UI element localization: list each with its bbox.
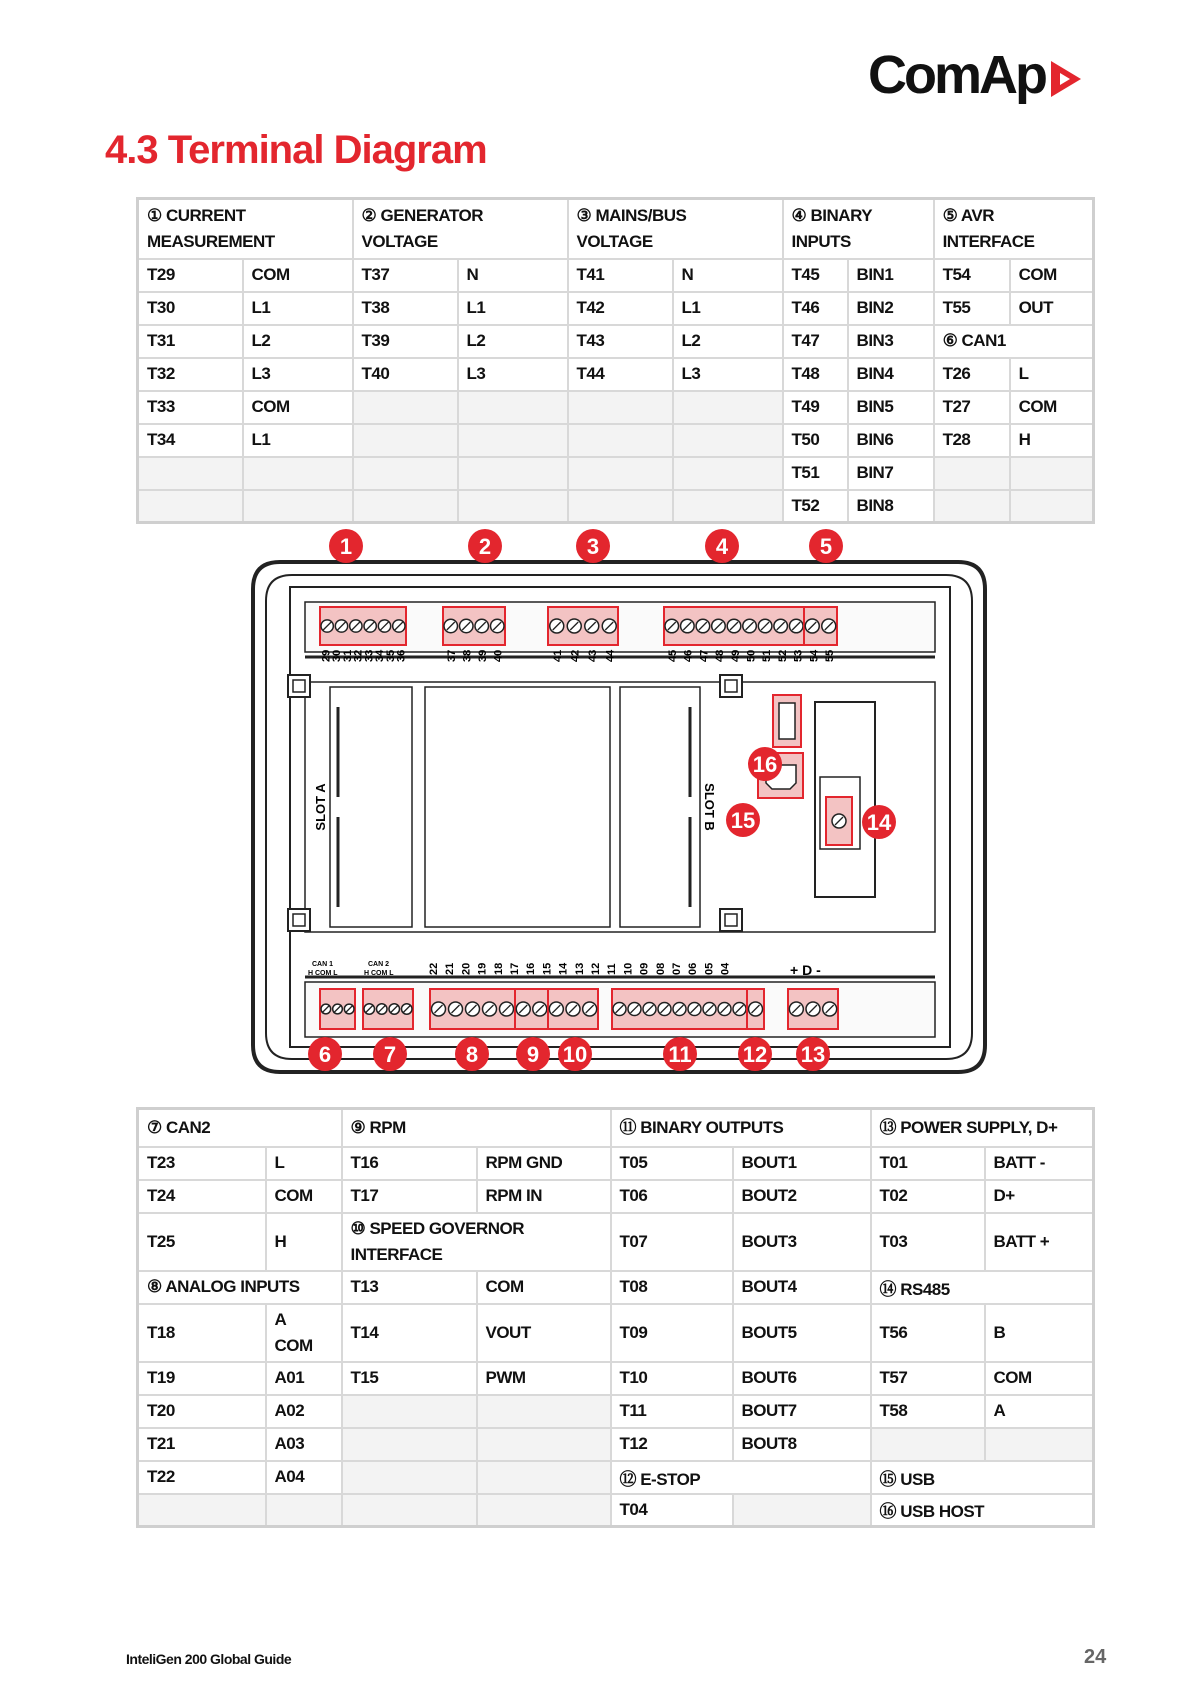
terminal-signal: L bbox=[266, 1147, 342, 1180]
section-header-line: VOLTAGE bbox=[361, 231, 438, 251]
terminal-number: 29 bbox=[320, 649, 333, 662]
terminal-signal: COM bbox=[243, 391, 353, 424]
terminal-id: T27 bbox=[934, 391, 1010, 424]
brand-arrow-icon bbox=[1049, 59, 1083, 99]
section-header bbox=[568, 199, 783, 259]
terminal-number: 46 bbox=[682, 649, 695, 662]
terminal-signal bbox=[477, 1428, 611, 1461]
section-header: ⑪ BINARY OUTPUTS bbox=[611, 1109, 871, 1147]
terminal-number: 48 bbox=[714, 649, 727, 662]
power-label: + D - bbox=[790, 962, 821, 978]
section-header-line: ② GENERATOR bbox=[361, 205, 484, 225]
section-header-line: ① CURRENT bbox=[147, 205, 246, 225]
top-terminal-table bbox=[136, 197, 1095, 524]
terminal-id: T31 bbox=[138, 325, 243, 358]
terminal-signal: BIN7 bbox=[848, 457, 934, 490]
section-header: ⑫ E-STOP bbox=[611, 1461, 871, 1494]
terminal-signal: OUT bbox=[1010, 292, 1094, 325]
terminal-id: T37 bbox=[353, 259, 458, 292]
callout-number: 10 bbox=[562, 1042, 588, 1067]
terminal-signal bbox=[243, 457, 353, 490]
terminal-id: T12 bbox=[611, 1428, 733, 1461]
terminal-number: 12 bbox=[590, 962, 602, 975]
terminal-signal: L2 bbox=[458, 325, 568, 358]
can-pin-label: H COM L bbox=[364, 970, 394, 977]
terminal-signal: BOUT3 bbox=[733, 1213, 871, 1271]
terminal-id: T49 bbox=[783, 391, 848, 424]
section-header-line: ③ MAINS/BUS bbox=[576, 205, 687, 225]
terminal-id: T56 bbox=[871, 1304, 985, 1362]
section-header: ⑦ CAN2 bbox=[138, 1109, 342, 1147]
terminal-number: 45 bbox=[666, 649, 679, 662]
terminal-signal bbox=[477, 1461, 611, 1494]
terminal-id bbox=[342, 1428, 477, 1461]
terminal-id: T34 bbox=[138, 424, 243, 457]
terminal-number: 20 bbox=[460, 962, 473, 975]
section-header-line: ⑤ AVR bbox=[942, 205, 995, 225]
callout-number: 16 bbox=[752, 752, 778, 777]
slot-b-label: SLOT B bbox=[702, 783, 717, 831]
terminal-signal: L bbox=[1010, 358, 1094, 391]
terminal-number: 43 bbox=[586, 649, 599, 662]
terminal-signal: L3 bbox=[458, 358, 568, 391]
terminal-number: 54 bbox=[808, 649, 821, 662]
terminal-id: T57 bbox=[871, 1362, 985, 1395]
terminal-id: T54 bbox=[934, 259, 1010, 292]
terminal-id: T05 bbox=[611, 1147, 733, 1180]
terminal-signal bbox=[673, 490, 783, 523]
terminal-number: 07 bbox=[671, 962, 683, 975]
section-header: ⑯ USB HOST bbox=[871, 1494, 1094, 1527]
terminal-id: T04 bbox=[611, 1494, 733, 1527]
terminal-signal: A03 bbox=[266, 1428, 342, 1461]
terminal-signal: L1 bbox=[243, 292, 353, 325]
terminal-id: T13 bbox=[342, 1271, 477, 1304]
terminal-id: T09 bbox=[611, 1304, 733, 1362]
terminal-id: T42 bbox=[568, 292, 673, 325]
bottom-terminal-table bbox=[136, 1107, 1095, 1528]
terminal-id: T10 bbox=[611, 1362, 733, 1395]
terminal-id bbox=[934, 457, 1010, 490]
terminal-number: 36 bbox=[395, 649, 408, 662]
terminal-signal bbox=[477, 1395, 611, 1428]
terminal-id: T16 bbox=[342, 1147, 477, 1180]
terminal-signal: COM bbox=[243, 259, 353, 292]
terminal-signal: H bbox=[1010, 424, 1094, 457]
terminal-number: 47 bbox=[698, 649, 711, 662]
table-row bbox=[138, 259, 1094, 292]
section-header bbox=[783, 199, 934, 259]
terminal-signal: BIN1 bbox=[848, 259, 934, 292]
terminal-signal: BOUT8 bbox=[733, 1428, 871, 1461]
table-row bbox=[138, 1271, 1094, 1304]
terminal-signal: COM bbox=[1010, 391, 1094, 424]
terminal-signal bbox=[243, 490, 353, 523]
terminal-signal: A bbox=[985, 1395, 1094, 1428]
brand-name: ComAp bbox=[868, 45, 1045, 105]
terminal-id: T46 bbox=[783, 292, 848, 325]
terminal-signal: BOUT1 bbox=[733, 1147, 871, 1180]
terminal-id bbox=[353, 391, 458, 424]
terminal-number: 06 bbox=[687, 962, 700, 975]
terminal-id: T08 bbox=[611, 1271, 733, 1304]
terminal-id: T11 bbox=[611, 1395, 733, 1428]
terminal-number: 13 bbox=[573, 962, 586, 975]
terminal-signal: BOUT2 bbox=[733, 1180, 871, 1213]
terminal-number: 40 bbox=[492, 649, 505, 662]
terminal-signal: BIN2 bbox=[848, 292, 934, 325]
terminal-signal bbox=[1010, 457, 1094, 490]
terminal-id bbox=[138, 1494, 266, 1527]
terminal-id: T43 bbox=[568, 325, 673, 358]
terminal-signal: H bbox=[266, 1213, 342, 1271]
terminal-signal: N bbox=[673, 259, 783, 292]
section-header: ⑥ CAN1 bbox=[934, 325, 1094, 358]
section-header: ⑭ RS485 bbox=[871, 1271, 1094, 1304]
comap-logo bbox=[868, 40, 1083, 110]
terminal-id bbox=[353, 490, 458, 523]
terminal-id: T55 bbox=[934, 292, 1010, 325]
terminal-signal bbox=[673, 424, 783, 457]
terminal-id bbox=[568, 490, 673, 523]
terminal-id: T19 bbox=[138, 1362, 266, 1395]
terminal-number: 21 bbox=[444, 962, 457, 975]
terminal-signal: N bbox=[458, 259, 568, 292]
table-row bbox=[138, 1494, 1094, 1527]
terminal-number: 34 bbox=[374, 649, 387, 662]
callout-number: 8 bbox=[465, 1042, 479, 1067]
table-row bbox=[138, 424, 1094, 457]
table-row bbox=[138, 1395, 1094, 1428]
section-header bbox=[934, 199, 1094, 259]
terminal-number: 38 bbox=[461, 649, 474, 662]
terminal-id: T06 bbox=[611, 1180, 733, 1213]
terminal-signal: COM bbox=[477, 1271, 611, 1304]
terminal-id: T07 bbox=[611, 1213, 733, 1271]
terminal-number: 53 bbox=[792, 649, 805, 662]
terminal-id: T44 bbox=[568, 358, 673, 391]
terminal-signal: L2 bbox=[673, 325, 783, 358]
table-row bbox=[138, 457, 1094, 490]
terminal-id: T29 bbox=[138, 259, 243, 292]
terminal-id: T48 bbox=[783, 358, 848, 391]
terminal-number: 50 bbox=[745, 649, 758, 662]
table-row bbox=[138, 1428, 1094, 1461]
page-title: 4.3 Terminal Diagram bbox=[105, 128, 487, 172]
terminal-id: T20 bbox=[138, 1395, 266, 1428]
terminal-number: 14 bbox=[557, 962, 570, 975]
table-row bbox=[138, 1213, 1094, 1271]
terminal-number: 41 bbox=[551, 649, 564, 662]
terminal-number: 37 bbox=[445, 649, 458, 662]
terminal-id: T28 bbox=[934, 424, 1010, 457]
callout-number: 7 bbox=[383, 1042, 397, 1067]
callout-number: 5 bbox=[819, 534, 833, 559]
terminal-signal bbox=[985, 1428, 1094, 1461]
footer-guide-title: InteliGen 200 Global Guide bbox=[126, 1651, 292, 1667]
terminal-signal: BOUT4 bbox=[733, 1271, 871, 1304]
terminal-signal bbox=[673, 391, 783, 424]
terminal-id bbox=[568, 424, 673, 457]
terminal-id bbox=[342, 1395, 477, 1428]
terminal-signal: B bbox=[985, 1304, 1094, 1362]
terminal-number: 42 bbox=[569, 649, 582, 662]
table-row bbox=[138, 292, 1094, 325]
terminal-number: 22 bbox=[428, 962, 440, 975]
terminal-id bbox=[353, 424, 458, 457]
callout-number: 15 bbox=[730, 808, 756, 833]
terminal-id: T17 bbox=[342, 1180, 477, 1213]
section-header: ⑬ POWER SUPPLY, D+ bbox=[871, 1109, 1094, 1147]
terminal-number: 31 bbox=[341, 649, 354, 662]
terminal-id bbox=[138, 490, 243, 523]
terminal-signal bbox=[458, 457, 568, 490]
table-row bbox=[138, 1362, 1094, 1395]
terminal-number: 09 bbox=[638, 962, 651, 975]
terminal-signal: BIN3 bbox=[848, 325, 934, 358]
table-row bbox=[138, 391, 1094, 424]
terminal-signal: COM bbox=[266, 1180, 342, 1213]
terminal-number: 39 bbox=[476, 649, 489, 662]
terminal-signal: BOUT6 bbox=[733, 1362, 871, 1395]
terminal-id: T25 bbox=[138, 1213, 266, 1271]
section-header: ⑨ RPM bbox=[342, 1109, 611, 1147]
section-header: ⑩ SPEED GOVERNOR INTERFACE bbox=[342, 1213, 611, 1271]
table-header-row bbox=[138, 199, 1094, 259]
terminal-id bbox=[934, 490, 1010, 523]
terminal-number: 35 bbox=[384, 649, 397, 662]
page-number: 24 bbox=[1084, 1646, 1107, 1668]
terminal-signal bbox=[458, 490, 568, 523]
terminal-signal: BIN5 bbox=[848, 391, 934, 424]
terminal-signal: L2 bbox=[243, 325, 353, 358]
table-row bbox=[138, 1461, 1094, 1494]
terminal-signal: VOUT bbox=[477, 1304, 611, 1362]
terminal-id: T01 bbox=[871, 1147, 985, 1180]
terminal-number: 05 bbox=[703, 962, 716, 975]
terminal-signal: RPM IN bbox=[477, 1180, 611, 1213]
terminal-signal: L3 bbox=[243, 358, 353, 391]
section-header bbox=[138, 199, 353, 259]
section-header: ⑧ ANALOG INPUTS bbox=[138, 1271, 342, 1304]
terminal-number: 18 bbox=[492, 962, 505, 975]
terminal-id: T41 bbox=[568, 259, 673, 292]
terminal-signal: L1 bbox=[673, 292, 783, 325]
callout-number: 2 bbox=[478, 534, 492, 559]
terminal-number: 11 bbox=[606, 963, 619, 975]
terminal-id: T14 bbox=[342, 1304, 477, 1362]
terminal-number: 17 bbox=[509, 962, 521, 975]
terminal-signal: L1 bbox=[243, 424, 353, 457]
callout-number: 13 bbox=[800, 1042, 826, 1067]
section-header: ⑮ USB bbox=[871, 1461, 1094, 1494]
terminal-signal: PWM bbox=[477, 1362, 611, 1395]
terminal-id: T33 bbox=[138, 391, 243, 424]
terminal-signal: A04 bbox=[266, 1461, 342, 1494]
terminal-id: T21 bbox=[138, 1428, 266, 1461]
terminal-number: 30 bbox=[331, 649, 344, 662]
table-row bbox=[138, 1304, 1094, 1362]
table-row bbox=[138, 358, 1094, 391]
terminal-id: T45 bbox=[783, 259, 848, 292]
terminal-number: 16 bbox=[525, 962, 538, 975]
section-header-line: MEASUREMENT bbox=[147, 231, 275, 251]
terminal-signal: A01 bbox=[266, 1362, 342, 1395]
terminal-id: T52 bbox=[783, 490, 848, 523]
terminal-signal: BATT - bbox=[985, 1147, 1094, 1180]
terminal-signal: A02 bbox=[266, 1395, 342, 1428]
terminal-number: 51 bbox=[761, 649, 774, 662]
terminal-id bbox=[568, 391, 673, 424]
terminal-id: T51 bbox=[783, 457, 848, 490]
terminal-signal-line: COM bbox=[274, 1335, 313, 1355]
terminal-signal: D+ bbox=[985, 1180, 1094, 1213]
terminal-signal: BOUT7 bbox=[733, 1395, 871, 1428]
terminal-id bbox=[871, 1428, 985, 1461]
table-header-row bbox=[138, 1109, 1094, 1147]
callout-number: 4 bbox=[715, 534, 729, 559]
can-pin-label: H COM L bbox=[308, 970, 338, 977]
terminal-signal: L3 bbox=[673, 358, 783, 391]
terminal-id: T02 bbox=[871, 1180, 985, 1213]
terminal-id bbox=[568, 457, 673, 490]
terminal-id: T50 bbox=[783, 424, 848, 457]
terminal-signal: BATT + bbox=[985, 1213, 1094, 1271]
section-header-line: ④ BINARY bbox=[791, 205, 873, 225]
terminal-id: T40 bbox=[353, 358, 458, 391]
terminal-id: T32 bbox=[138, 358, 243, 391]
slot-a-label: SLOT A bbox=[313, 783, 328, 831]
terminal-diagram bbox=[250, 534, 990, 1077]
terminal-id: T47 bbox=[783, 325, 848, 358]
terminal-id bbox=[353, 457, 458, 490]
callout-number: 14 bbox=[866, 810, 892, 835]
terminal-id: T24 bbox=[138, 1180, 266, 1213]
terminal-number: 52 bbox=[776, 649, 789, 662]
terminal-signal bbox=[733, 1494, 871, 1527]
callout-number: 1 bbox=[339, 534, 353, 559]
can1-label: CAN 1 bbox=[312, 961, 334, 968]
terminal-signal bbox=[1010, 490, 1094, 523]
table-row bbox=[138, 490, 1094, 523]
terminal-id: T39 bbox=[353, 325, 458, 358]
terminal-signal bbox=[266, 1494, 342, 1527]
terminal-id: T58 bbox=[871, 1395, 985, 1428]
terminal-signal: L1 bbox=[458, 292, 568, 325]
terminal-number: 15 bbox=[541, 962, 554, 975]
section-header-line: INPUTS bbox=[791, 231, 851, 251]
table-row bbox=[138, 325, 1094, 358]
callout-number: 9 bbox=[526, 1042, 540, 1067]
terminal-number: 49 bbox=[729, 649, 742, 662]
terminal-signal-line: A bbox=[274, 1309, 287, 1329]
terminal-id: T38 bbox=[353, 292, 458, 325]
terminal-signal bbox=[477, 1494, 611, 1527]
terminal-signal: RPM GND bbox=[477, 1147, 611, 1180]
terminal-number: 33 bbox=[363, 649, 376, 662]
table-row bbox=[138, 1180, 1094, 1213]
terminal-id: T26 bbox=[934, 358, 1010, 391]
section-header-line: VOLTAGE bbox=[576, 231, 653, 251]
terminal-id: T23 bbox=[138, 1147, 266, 1180]
terminal-id bbox=[342, 1494, 477, 1527]
terminal-id bbox=[342, 1461, 477, 1494]
terminal-signal: BIN4 bbox=[848, 358, 934, 391]
terminal-number: 55 bbox=[824, 649, 837, 662]
callout-number: 11 bbox=[668, 1042, 692, 1067]
callout-number: 6 bbox=[318, 1042, 332, 1067]
terminal-id: T30 bbox=[138, 292, 243, 325]
callout-number: 12 bbox=[742, 1042, 768, 1067]
terminal-number: 44 bbox=[604, 649, 617, 662]
terminal-signal bbox=[266, 1304, 342, 1362]
terminal-signal bbox=[673, 457, 783, 490]
terminal-signal: BIN6 bbox=[848, 424, 934, 457]
terminal-id bbox=[138, 457, 243, 490]
terminal-id: T18 bbox=[138, 1304, 266, 1362]
terminal-id: T03 bbox=[871, 1213, 985, 1271]
terminal-number: 04 bbox=[719, 962, 732, 975]
terminal-signal: COM bbox=[985, 1362, 1094, 1395]
terminal-id: T15 bbox=[342, 1362, 477, 1395]
terminal-number: 19 bbox=[476, 962, 489, 975]
callout-number: 3 bbox=[586, 534, 600, 559]
terminal-number: 32 bbox=[352, 649, 365, 662]
terminal-signal: BOUT5 bbox=[733, 1304, 871, 1362]
terminal-number: 10 bbox=[622, 962, 635, 975]
can2-label: CAN 2 bbox=[368, 961, 390, 968]
terminal-signal: COM bbox=[1010, 259, 1094, 292]
section-header-line: INTERFACE bbox=[942, 231, 1035, 251]
table-row bbox=[138, 1147, 1094, 1180]
terminal-signal bbox=[458, 391, 568, 424]
terminal-signal bbox=[458, 424, 568, 457]
terminal-number: 08 bbox=[654, 962, 667, 975]
section-header bbox=[353, 199, 568, 259]
terminal-id: T22 bbox=[138, 1461, 266, 1494]
terminal-signal: BIN8 bbox=[848, 490, 934, 523]
